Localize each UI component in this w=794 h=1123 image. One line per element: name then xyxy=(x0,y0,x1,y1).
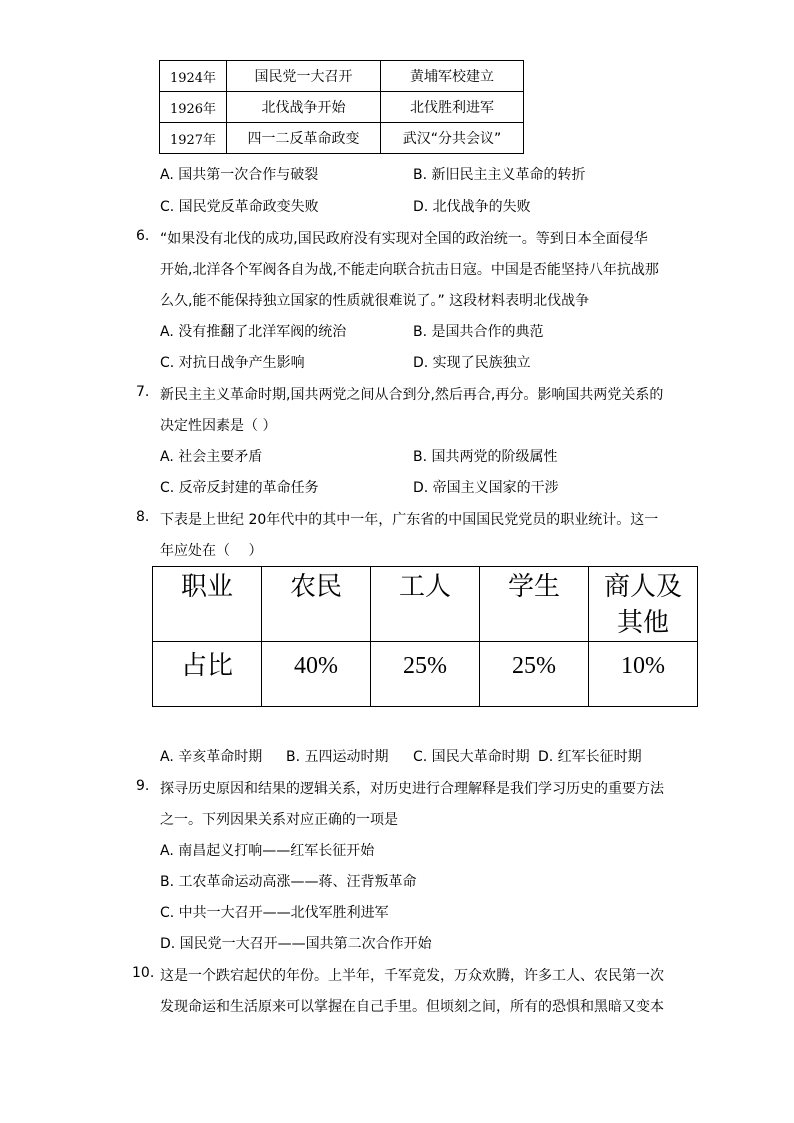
q6-option-c: C. 对抗日战争产生影响 xyxy=(160,355,305,371)
events-table xyxy=(159,60,524,154)
q9-option-d: D. 国民党一大召开——国共第二次合作开始 xyxy=(160,936,432,952)
year-cell: 1927年 xyxy=(160,123,227,154)
row-label-cell: 占比 xyxy=(153,642,262,707)
q7-option-b: B. 国共两党的阶级属性 xyxy=(413,449,558,465)
q8-option-a: A. 辛亥革命时期 xyxy=(160,749,263,765)
header-cell xyxy=(589,567,698,642)
event-cell: 武汉“分共会议” xyxy=(381,123,524,154)
q5-option-b: B. 新旧民主主义革命的转折 xyxy=(413,167,586,183)
q7-option-a: A. 社会主要矛盾 xyxy=(160,449,263,465)
occupation-table xyxy=(152,566,698,707)
header-line: 商人及 xyxy=(603,572,682,602)
event-cell: 四一二反革命政变 xyxy=(227,123,381,154)
table-row xyxy=(153,567,698,642)
q9-number: 9. xyxy=(136,778,150,794)
q6-option-b: B. 是国共合作的典范 xyxy=(413,324,544,340)
q7-stem-line: 决定性因素是（ ） xyxy=(160,418,277,434)
event-cell: 国民党一大召开 xyxy=(227,61,381,92)
event-cell: 黄埔军校建立 xyxy=(381,61,524,92)
value-cell: 25% xyxy=(371,642,480,707)
q6-stem-line: 开始,北洋各个军阀各自为战,不能走向联合抗击日寇。中国是否能坚持八年抗战那 xyxy=(160,262,659,278)
q7-number: 7. xyxy=(136,384,150,400)
q10-stem-line: 这是一个跌宕起伏的年份。上半年，千军竞发，万众欢腾，许多工人、农民第一次 xyxy=(160,968,664,984)
q8-option-c: C. 国民大革命时期 xyxy=(413,749,530,765)
q10-number: 10. xyxy=(132,965,155,981)
q6-stem-line: “如果没有北伐的成功,国民政府没有实现对全国的政治统一。等到日本全面侵华 xyxy=(160,231,648,247)
header-cell: 工人 xyxy=(371,567,480,642)
table-row xyxy=(160,61,524,92)
value-cell: 10% xyxy=(589,642,698,707)
q7-option-c: C. 反帝反封建的革命任务 xyxy=(160,480,319,496)
value-cell: 40% xyxy=(262,642,371,707)
q10-stem-line: 发现命运和生活原来可以掌握在自己手里。但顷刻之间，所有的恐惧和黑暗又变本 xyxy=(160,999,664,1015)
year-cell: 1924年 xyxy=(160,61,227,92)
header-cell: 职业 xyxy=(153,567,262,642)
q8-number: 8. xyxy=(136,509,150,525)
q9-stem-line: 探寻历史原因和结果的逻辑关系，对历史进行合理解释是我们学习历史的重要方法 xyxy=(160,781,664,797)
q6-option-d: D. 实现了民族独立 xyxy=(413,355,531,371)
q6-option-a: A. 没有推翻了北洋军阀的统治 xyxy=(160,324,347,340)
table-row xyxy=(160,92,524,123)
q9-option-c: C. 中共一大召开——北伐军胜利进军 xyxy=(160,905,389,921)
q9-stem-line: 之一。下列因果关系对应正确的一项是 xyxy=(160,812,398,828)
q8-stem-line: 下表是上世纪 20年代中的其中一年，广东省的中国国民党党员的职业统计。这一 xyxy=(160,512,659,528)
q6-number: 6. xyxy=(136,228,150,244)
header-line: 其他 xyxy=(616,608,669,638)
q5-option-d: D. 北伐战争的失败 xyxy=(413,199,531,215)
table-row xyxy=(153,642,698,707)
table-row xyxy=(160,123,524,154)
event-cell: 北伐胜利进军 xyxy=(381,92,524,123)
q9-option-a: A. 南昌起义打响——红军长征开始 xyxy=(160,843,375,859)
q5-option-c: C. 国民党反革命政变失败 xyxy=(160,199,319,215)
year-cell: 1926年 xyxy=(160,92,227,123)
q8-stem-line: 年应处在（ ） xyxy=(160,543,263,559)
q7-stem-line: 新民主主义革命时期,国共两党之间从合到分,然后再合,再分。影响国共两党关系的 xyxy=(160,387,664,403)
event-cell: 北伐战争开始 xyxy=(227,92,381,123)
q8-option-b: B. 五四运动时期 xyxy=(286,749,389,765)
header-cell: 学生 xyxy=(480,567,589,642)
q9-option-b: B. 工农革命运动高涨——蒋、汪背叛革命 xyxy=(160,874,417,890)
q5-option-a: A. 国共第一次合作与破裂 xyxy=(160,167,319,183)
q8-option-d: D. 红军长征时期 xyxy=(538,749,642,765)
q7-option-d: D. 帝国主义国家的干涉 xyxy=(413,480,559,496)
value-cell: 25% xyxy=(480,642,589,707)
header-cell: 农民 xyxy=(262,567,371,642)
q6-stem-line: 么久,能不能保持独立国家的性质就很难说了。” 这段材料表明北伐战争 xyxy=(160,293,590,309)
